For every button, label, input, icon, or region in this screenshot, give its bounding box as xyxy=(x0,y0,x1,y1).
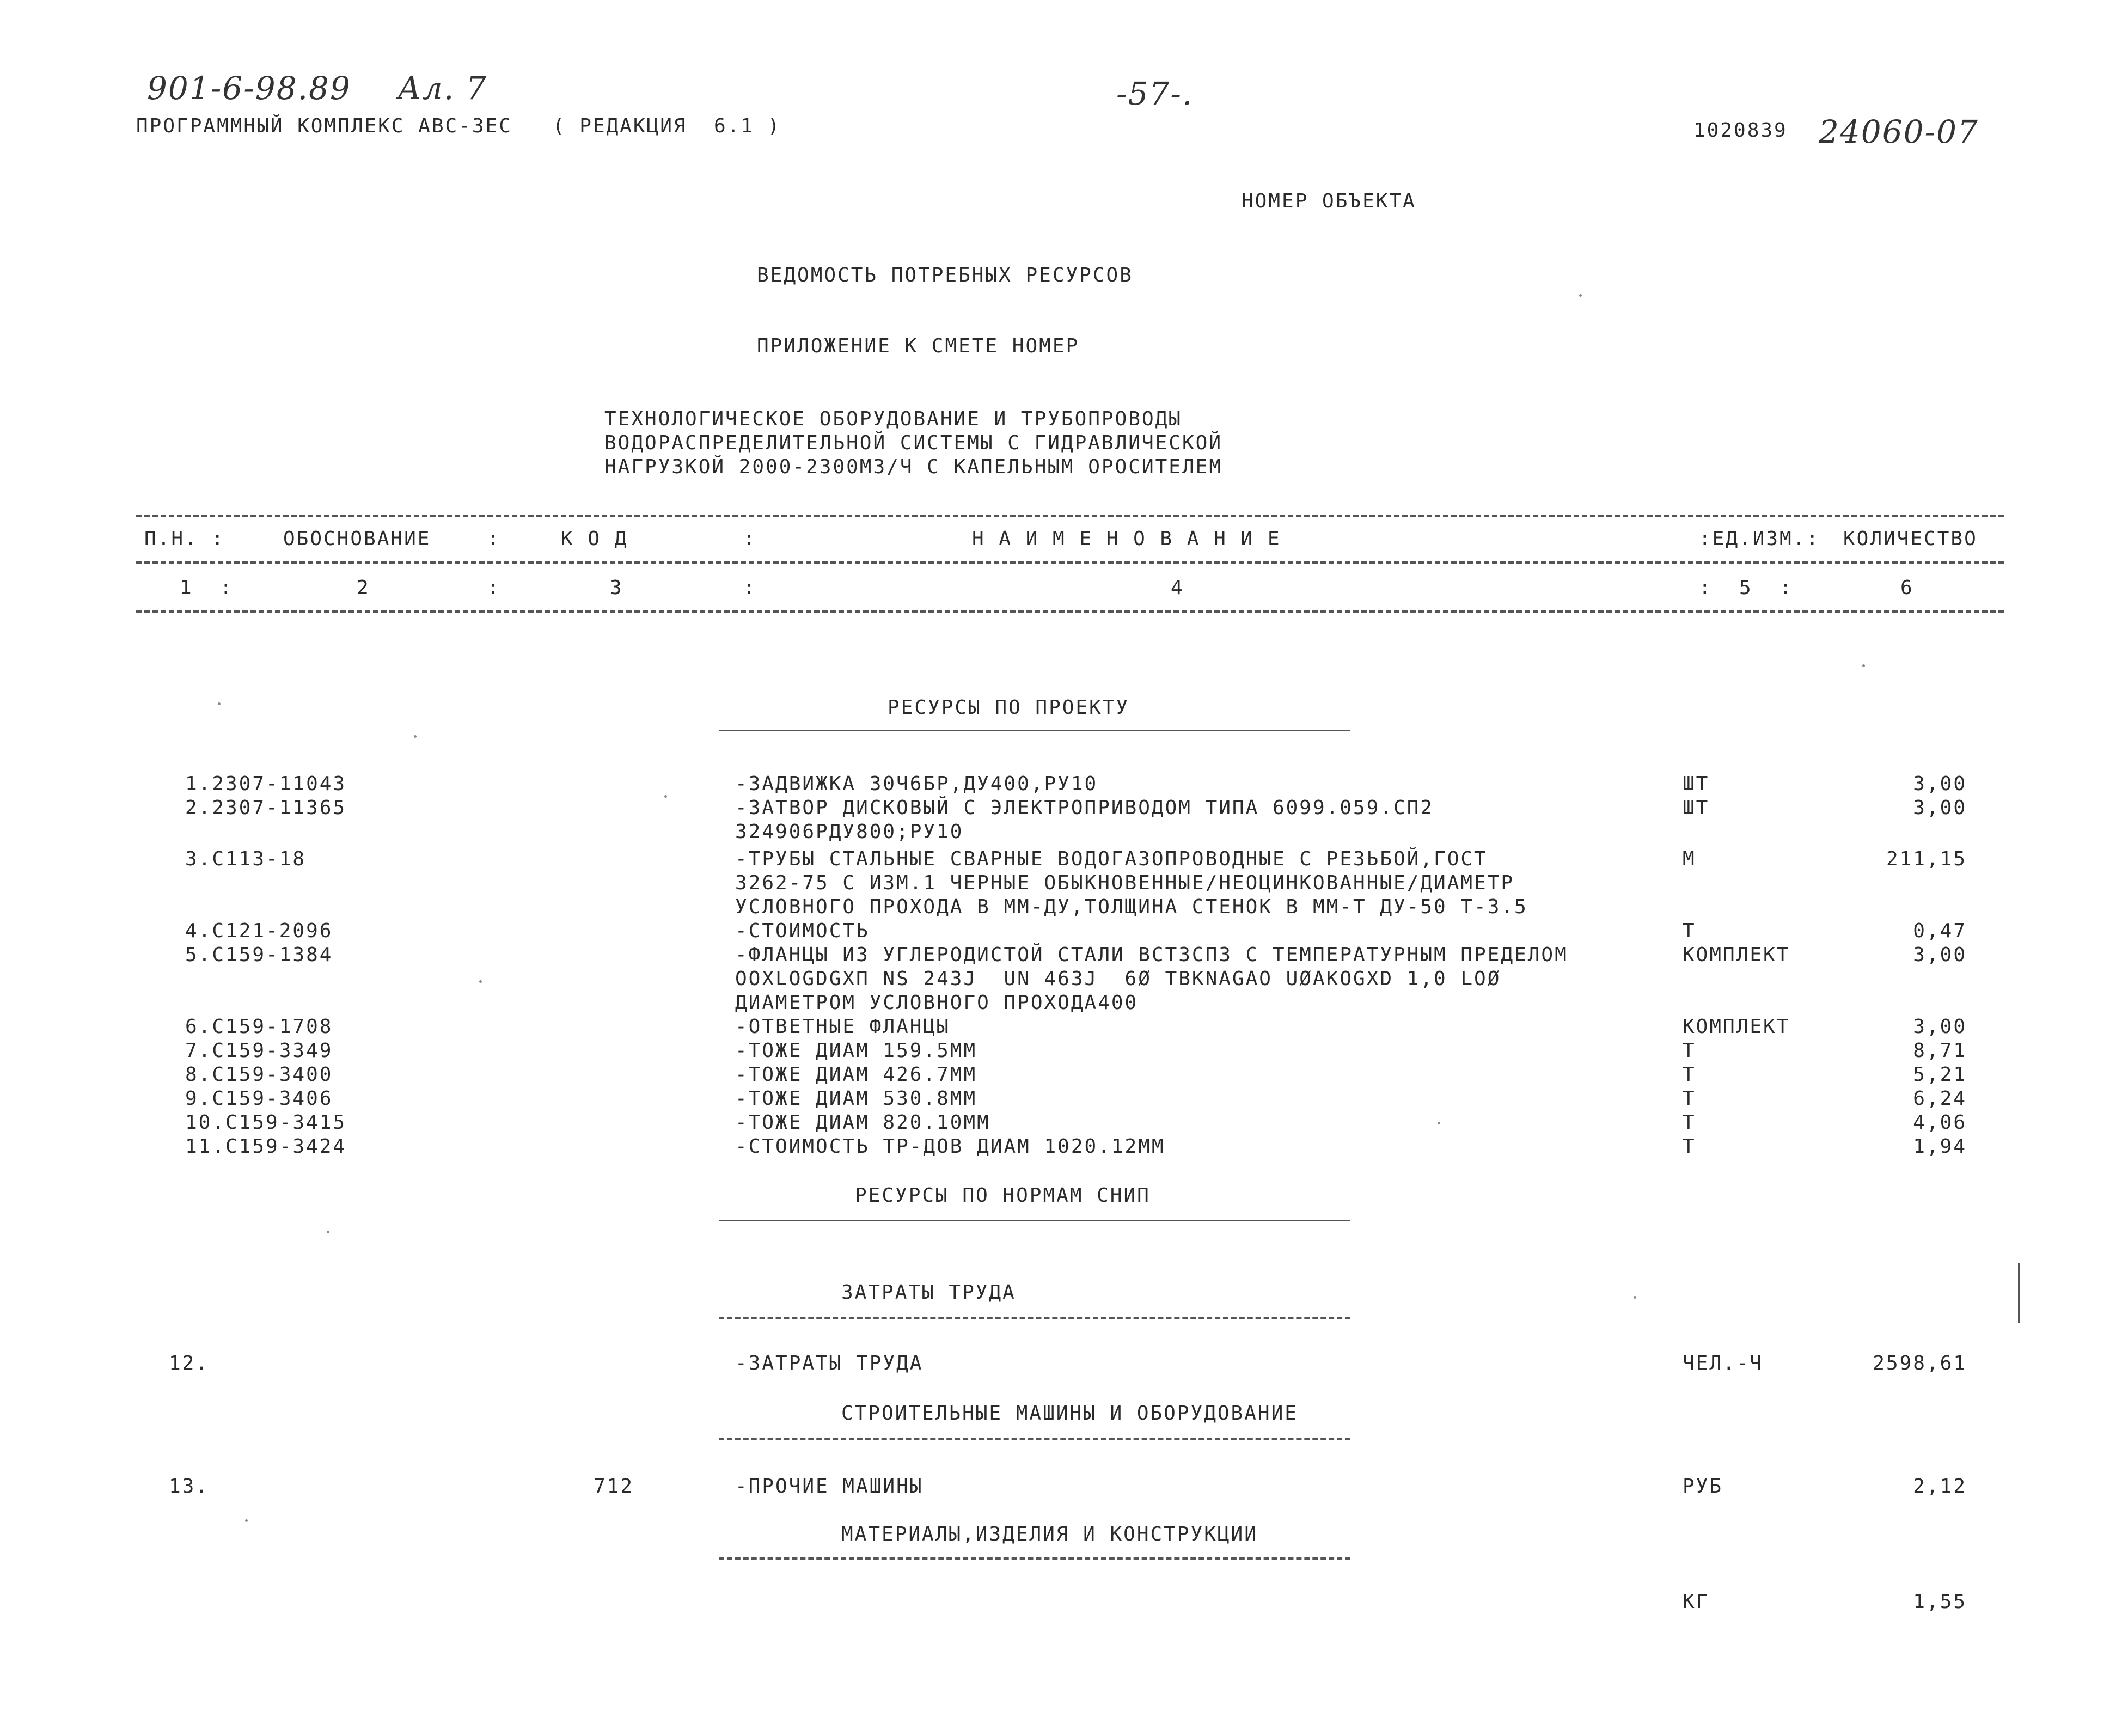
cell-unit: Т xyxy=(1683,1111,1696,1134)
scan-speck xyxy=(1634,1296,1636,1299)
cell-qty: 6,24 xyxy=(1913,1087,1967,1110)
handwritten-sheet-number: Ал. 7 xyxy=(398,70,487,107)
table-row xyxy=(0,943,2122,967)
scan-speck xyxy=(664,795,667,798)
cell-qty: 2598,61 xyxy=(1873,1352,1967,1374)
appendix-line: ПРИЛОЖЕНИЕ К СМЕТЕ НОМЕР xyxy=(757,335,1080,357)
cell-obosnovanie: 10.С159-3415 xyxy=(185,1111,347,1134)
cell-unit: Т xyxy=(1683,1087,1696,1110)
table-row xyxy=(0,1015,2122,1039)
col-number-2: 2 xyxy=(357,577,370,599)
cell-unit: КГ xyxy=(1683,1591,1710,1613)
col-header-unit: :ЕД.ИЗМ.: xyxy=(1699,528,1820,550)
cell-qty: 5,21 xyxy=(1913,1063,1967,1086)
col-sep: : xyxy=(487,577,501,599)
program-line: ПРОГРАММНЫЙ КОМПЛЕКС АВС-3ЕС ( РЕДАКЦИЯ 6.1 ) xyxy=(136,115,781,137)
table-row xyxy=(0,1135,2122,1159)
cell-name: -ЗАДВИЖКА 30Ч6БР,ДУ400,РУ10 xyxy=(735,773,1098,795)
cell-name: -ТОЖЕ ДИАМ 820.10ММ xyxy=(735,1111,990,1134)
section-title-project: РЕСУРСЫ ПО ПРОЕКТУ xyxy=(888,696,1130,719)
col-number-6: 6 xyxy=(1900,577,1914,599)
subject-line-1: ТЕХНОЛОГИЧЕСКОЕ ОБОРУДОВАНИЕ И ТРУБОПРОВОДЫ xyxy=(604,408,1182,430)
table-row xyxy=(0,1039,2122,1063)
table-row xyxy=(0,847,2122,871)
col-sep: : xyxy=(743,528,757,550)
cell-name: -ТОЖЕ ДИАМ 159.5ММ xyxy=(735,1040,977,1062)
cell-unit: ШТ xyxy=(1683,797,1710,819)
scan-speck xyxy=(1438,1122,1440,1124)
cell-name: -ОТВЕТНЫЕ ФЛАНЦЫ xyxy=(735,1016,950,1038)
cell-kod: 712 xyxy=(594,1475,634,1497)
cell-unit: Т xyxy=(1683,1063,1696,1086)
col-number-4: 4 xyxy=(1171,577,1184,599)
cell-name-continuation: 324906РДУ800;РУ10 xyxy=(735,821,964,843)
cell-unit: КОМПЛЕКТ xyxy=(1683,944,1790,966)
cell-name-continuation: ДИАМЕТРОМ УСЛОВНОГО ПРОХОДА400 xyxy=(735,992,1139,1014)
cell-unit: Т xyxy=(1683,920,1696,942)
object-number-label: НОМЕР ОБЪЕКТА xyxy=(1242,190,1416,212)
table-row xyxy=(0,1063,2122,1087)
cell-qty: 211,15 xyxy=(1886,848,1967,870)
cell-obosnovanie: 7.С159-3349 xyxy=(185,1040,333,1062)
col-sep: : xyxy=(487,528,501,550)
subject-line-2: ВОДОРАСПРЕДЕЛИТЕЛЬНОЙ СИСТЕМЫ С ГИДРАВЛИЧЕСКОЙ xyxy=(604,432,1222,454)
section-title-materials: МАТЕРИАЛЫ,ИЗДЕЛИЯ И КОНСТРУКЦИИ xyxy=(841,1523,1258,1545)
cell-name: -СТОИМОСТЬ xyxy=(735,920,870,942)
table-row xyxy=(0,1475,2122,1499)
table-row xyxy=(0,1111,2122,1135)
cell-unit: Т xyxy=(1683,1135,1696,1158)
cell-obosnovanie: 4.С121-2096 xyxy=(185,920,333,942)
cell-name: -СТОИМОСТЬ ТР-ДОВ ДИАМ 1020.12ММ xyxy=(735,1135,1165,1158)
cell-name: -ФЛАНЦЫ ИЗ УГЛЕРОДИСТОЙ СТАЛИ ВСТ3СП3 С ТЕМПЕРАТУРНЫМ ПРЕДЕЛОМ xyxy=(735,944,1568,966)
cell-obosnovanie: 12. xyxy=(169,1352,210,1374)
cell-unit: КОМПЛЕКТ xyxy=(1683,1016,1790,1038)
section-title-snip: РЕСУРСЫ ПО НОРМАМ СНИП xyxy=(855,1184,1151,1207)
table-row xyxy=(0,796,2122,820)
table-header-bottom-rule xyxy=(136,610,2004,613)
scan-speck xyxy=(414,735,417,738)
table-column-headers xyxy=(0,527,2122,551)
col-header-qty: КОЛИЧЕСТВО xyxy=(1843,528,1978,550)
handwritten-page-number: -57-. xyxy=(1116,75,1194,112)
section-underline xyxy=(719,1438,1350,1440)
section-title-labor: ЗАТРАТЫ ТРУДА xyxy=(841,1281,1016,1304)
cell-obosnovanie: 5.С159-1384 xyxy=(185,944,333,966)
scan-speck xyxy=(327,1231,329,1233)
section-title-machines: СТРОИТЕЛЬНЫЕ МАШИНЫ И ОБОРУДОВАНИЕ xyxy=(841,1402,1298,1425)
cell-qty: 1,94 xyxy=(1913,1135,1967,1158)
cell-name: -ТРУБЫ СТАЛЬНЫЕ СВАРНЫЕ ВОДОГАЗОПРОВОДНЫЕ С РЕЗЬБОЙ,ГОСТ xyxy=(735,848,1488,870)
cell-name-continuation: УСЛОВНОГО ПРОХОДА В ММ-ДУ,ТОЛЩИНА СТЕНОК В ММ-Т ДУ-50 Т-3.5 xyxy=(735,896,1528,918)
scan-speck xyxy=(479,980,482,983)
scan-speck xyxy=(1579,294,1582,297)
col-header-pn: П.Н. : xyxy=(144,528,225,550)
cell-qty: 3,00 xyxy=(1913,797,1967,819)
cell-name: -ЗАТРАТЫ ТРУДА xyxy=(735,1352,924,1374)
cell-qty: 1,55 xyxy=(1913,1591,1967,1613)
cell-obosnovanie: 8.С159-3400 xyxy=(185,1063,333,1086)
handwritten-project-number: 901-6-98.89 xyxy=(147,70,351,107)
section-underline xyxy=(719,1219,1350,1225)
table-top-rule xyxy=(136,515,2004,517)
col-header-naimenovanie: Н А И М Е Н О В А Н И Е xyxy=(972,528,1281,550)
col-header-obosnovanie: ОБОСНОВАНИЕ xyxy=(283,528,431,550)
cell-obosnovanie: 1.2307-11043 xyxy=(185,773,347,795)
cell-name: -ПРОЧИЕ МАШИНЫ xyxy=(735,1475,924,1497)
cell-unit: Т xyxy=(1683,1040,1696,1062)
cell-unit: РУБ xyxy=(1683,1475,1723,1497)
table-column-numbers xyxy=(0,576,2122,600)
margin-mark xyxy=(2018,1263,2020,1323)
cell-name-continuation: OOXLOGDGXП NS 243J UN 463J 6Ø TBKNAGAO UØAKOGXD 1,0 LOØ xyxy=(735,968,1501,990)
table-row xyxy=(0,919,2122,943)
cell-qty: 8,71 xyxy=(1913,1040,1967,1062)
scan-speck xyxy=(245,1519,248,1522)
cell-unit: ШТ xyxy=(1683,773,1710,795)
cell-obosnovanie: 9.С159-3406 xyxy=(185,1087,333,1110)
col-header-kod: К О Д xyxy=(561,528,628,550)
col-sep: : xyxy=(743,577,757,599)
cell-unit: ЧЕЛ.-Ч xyxy=(1683,1352,1764,1374)
handwritten-doc-number: 24060-07 xyxy=(1819,113,1979,150)
subject-line-3: НАГРУЗКОЙ 2000-2300М3/Ч С КАПЕЛЬНЫМ ОРОСИТЕЛЕМ xyxy=(604,456,1222,478)
section-underline xyxy=(719,1557,1350,1560)
scan-speck xyxy=(218,702,221,705)
col-number-1: 1 : xyxy=(180,577,234,599)
cell-unit: М xyxy=(1683,848,1696,870)
scan-speck xyxy=(1862,664,1865,667)
cell-qty: 3,00 xyxy=(1913,1016,1967,1038)
cell-obosnovanie: 3.С113-18 xyxy=(185,848,307,870)
table-row xyxy=(0,1352,2122,1376)
document-title: ВЕДОМОСТЬ ПОТРЕБНЫХ РЕСУРСОВ xyxy=(757,264,1133,286)
col-number-3: 3 xyxy=(610,577,623,599)
cell-name: -ТОЖЕ ДИАМ 426.7ММ xyxy=(735,1063,977,1086)
cell-name: -ТОЖЕ ДИАМ 530.8ММ xyxy=(735,1087,977,1110)
cell-qty: 3,00 xyxy=(1913,773,1967,795)
table-row xyxy=(0,772,2122,796)
section-underline xyxy=(719,729,1350,735)
cell-obosnovanie: 6.С159-1708 xyxy=(185,1016,333,1038)
table-row xyxy=(0,1087,2122,1111)
table-row-partial xyxy=(0,1590,2122,1614)
cell-qty: 4,06 xyxy=(1913,1111,1967,1134)
cell-obosnovanie: 13. xyxy=(169,1475,210,1497)
cell-name: -ЗАТВОР ДИСКОВЫЙ С ЭЛЕКТРОПРИВОДОМ ТИПА 6099.059.СП2 xyxy=(735,797,1434,819)
cell-qty: 3,00 xyxy=(1913,944,1967,966)
cell-name-continuation: 3262-75 С ИЗМ.1 ЧЕРНЫЕ ОБЫКНОВЕННЫЕ/НЕОЦИНКОВАННЫЕ/ДИАМЕТР xyxy=(735,872,1515,894)
doc-number: 1020839 xyxy=(1693,119,1788,142)
cell-qty: 2,12 xyxy=(1913,1475,1967,1497)
col-number-5: : 5 : xyxy=(1699,577,1793,599)
table-header-rule xyxy=(136,561,2004,564)
cell-obosnovanie: 11.С159-3424 xyxy=(185,1135,347,1158)
cell-qty: 0,47 xyxy=(1913,920,1967,942)
cell-obosnovanie: 2.2307-11365 xyxy=(185,797,347,819)
section-underline xyxy=(719,1317,1350,1319)
